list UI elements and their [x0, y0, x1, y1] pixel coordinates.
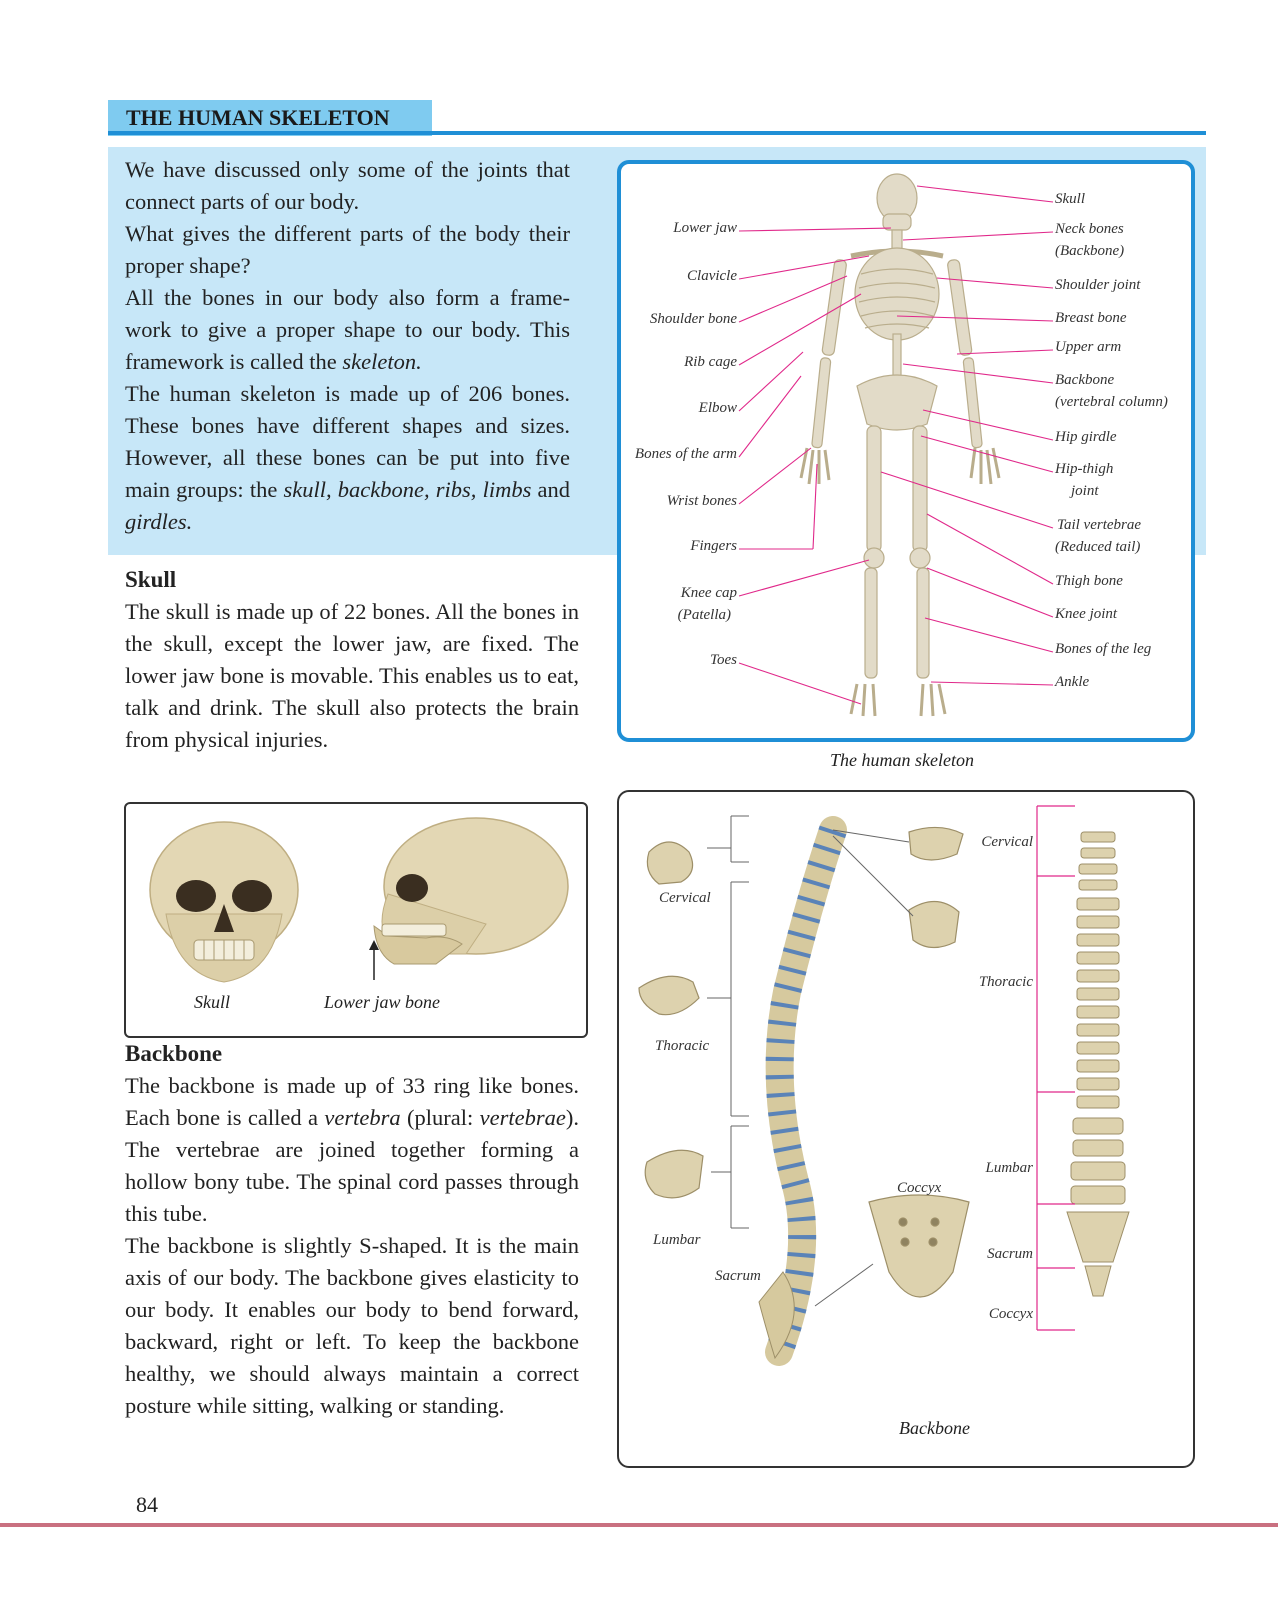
label-breast-bone: Breast bone	[1055, 310, 1127, 326]
label-neck-bones: Neck bones	[1055, 221, 1124, 237]
label-thoracic-right: Thoracic	[978, 974, 1033, 990]
label-hip-girdle: Hip girdle	[1055, 429, 1117, 445]
intro-p4-text: The human skeleton is made up of 206 bones. These bones have different shapes and sizes. However, all these bones can be put into five main groups: the	[125, 381, 570, 502]
intro-p3-text: All the bones in our body also form a frame-work to give a proper shape to our body. This framework is called the	[125, 285, 570, 374]
intro-text	[125, 154, 570, 538]
term-skeleton: skeleton.	[342, 349, 422, 374]
skeleton-image	[801, 174, 999, 716]
label-patella: (Patella)	[677, 607, 731, 623]
label-cervical-left: Cervical	[659, 890, 711, 906]
label-vertebral-column: (vertebral column)	[1055, 394, 1168, 410]
label-toes: Toes	[710, 652, 737, 668]
spine-side-image	[759, 830, 833, 1358]
skeleton-figure	[617, 160, 1195, 742]
label-lumbar-left: Lumbar	[653, 1232, 701, 1248]
skull-label: Skull	[194, 992, 230, 1012]
label-lower-jaw: Lower jaw	[673, 220, 737, 236]
label-thigh-bone: Thigh bone	[1055, 573, 1123, 589]
label-thoracic-left: Thoracic	[655, 1038, 710, 1054]
backbone-caption: Backbone	[899, 1418, 970, 1438]
label-bones-of-arm: Bones of the arm	[634, 446, 737, 462]
backbone-p1-a: The backbone is made up of 33 ring like bones. Each bone is called a	[125, 1073, 579, 1130]
label-reduced-tail: (Reduced tail)	[1055, 539, 1141, 555]
backbone-heading: Backbone	[125, 1041, 223, 1066]
label-coccyx-center: Coccyx	[897, 1180, 942, 1196]
label-backbone: Backbone	[1055, 372, 1115, 388]
label-neck-backbone: (Backbone)	[1055, 243, 1125, 259]
backbone-section	[125, 1038, 579, 1422]
label-rib-cage: Rib cage	[684, 354, 737, 370]
label-lumbar-right: Lumbar	[985, 1160, 1033, 1176]
backbone-p1-c: ). The vertebrae are joined together forming a hollow bony tube. The spinal cord passes through this tube.	[125, 1105, 579, 1226]
backbone-p1-b: (plural:	[400, 1105, 480, 1130]
label-wrist-bones: Wrist bones	[666, 493, 737, 509]
skull-heading: Skull	[125, 567, 177, 592]
label-ankle: Ankle	[1055, 674, 1090, 690]
label-elbow: Elbow	[698, 400, 737, 416]
label-knee-joint: Knee joint	[1055, 606, 1118, 622]
term-girdles: girdles.	[125, 509, 193, 534]
label-fingers: Fingers	[690, 538, 737, 554]
backbone-brackets	[1037, 806, 1075, 1330]
label-coccyx-right: Coccyx	[988, 1306, 1033, 1322]
skull-figure	[124, 802, 588, 1038]
label-shoulder-joint: Shoulder joint	[1055, 277, 1141, 293]
label-tail-vertebrae: Tail vertebrae	[1057, 517, 1142, 533]
term-vertebrae: vertebrae	[479, 1105, 566, 1130]
footer-rule	[0, 1523, 1278, 1527]
label-upper-arm: Upper arm	[1055, 339, 1122, 355]
page-number: 84	[136, 1492, 158, 1517]
label-hip-thigh-joint: joint	[1071, 483, 1099, 499]
intro-p4-and: and	[531, 477, 570, 502]
label-shoulder-bone: Shoulder bone	[649, 311, 737, 327]
label-sacrum-right: Sacrum	[987, 1246, 1033, 1262]
label-hip-thigh: Hip-thigh	[1055, 461, 1114, 477]
section-rule	[108, 131, 1206, 135]
term-groups: skull, backbone, ribs, limbs	[283, 477, 532, 502]
intro-p4	[125, 378, 570, 538]
backbone-figure	[617, 790, 1195, 1468]
backbone-p2: The backbone is slightly S-shaped. It is the main axis of our body. The backbone gives elasticity to our body. It enables our body to bend forward, backward, right or left. To keep the backbone healthy, we should always maintain a correct posture while sitting, walking or standing.	[125, 1233, 579, 1418]
section-title: THE HUMAN SKELETON	[108, 100, 432, 136]
skeleton-caption: The human skeleton	[830, 750, 974, 770]
intro-p1: We have discussed only some of the joints that connect parts of our body.	[125, 157, 570, 214]
sacrum-image	[869, 1195, 969, 1297]
term-vertebra: vertebra	[324, 1105, 401, 1130]
skull-side-image	[369, 818, 568, 980]
label-skull: Skull	[1055, 191, 1085, 207]
spine-front-image	[1067, 832, 1129, 1296]
intro-p3	[125, 282, 570, 378]
label-knee-cap: Knee cap	[680, 585, 737, 601]
skull-front-image	[150, 822, 298, 982]
vertebra-samples	[639, 827, 963, 1197]
backbone-p1	[125, 1070, 579, 1230]
skull-text: The skull is made up of 22 bones. All the bones in the skull, except the lower jaw, are fixed. The lower jaw bone is movable. This enables us to eat, talk and drink. The skull also protects the brain from physical injuries.	[125, 599, 579, 752]
intro-p2: What gives the different parts of the body their proper shape?	[125, 221, 570, 278]
skull-section	[125, 564, 579, 756]
label-sacrum-left: Sacrum	[715, 1268, 761, 1284]
lower-jaw-label: Lower jaw bone	[324, 992, 441, 1012]
label-cervical-right: Cervical	[981, 834, 1033, 850]
label-bones-of-leg: Bones of the leg	[1055, 641, 1152, 657]
label-clavicle: Clavicle	[687, 268, 737, 284]
